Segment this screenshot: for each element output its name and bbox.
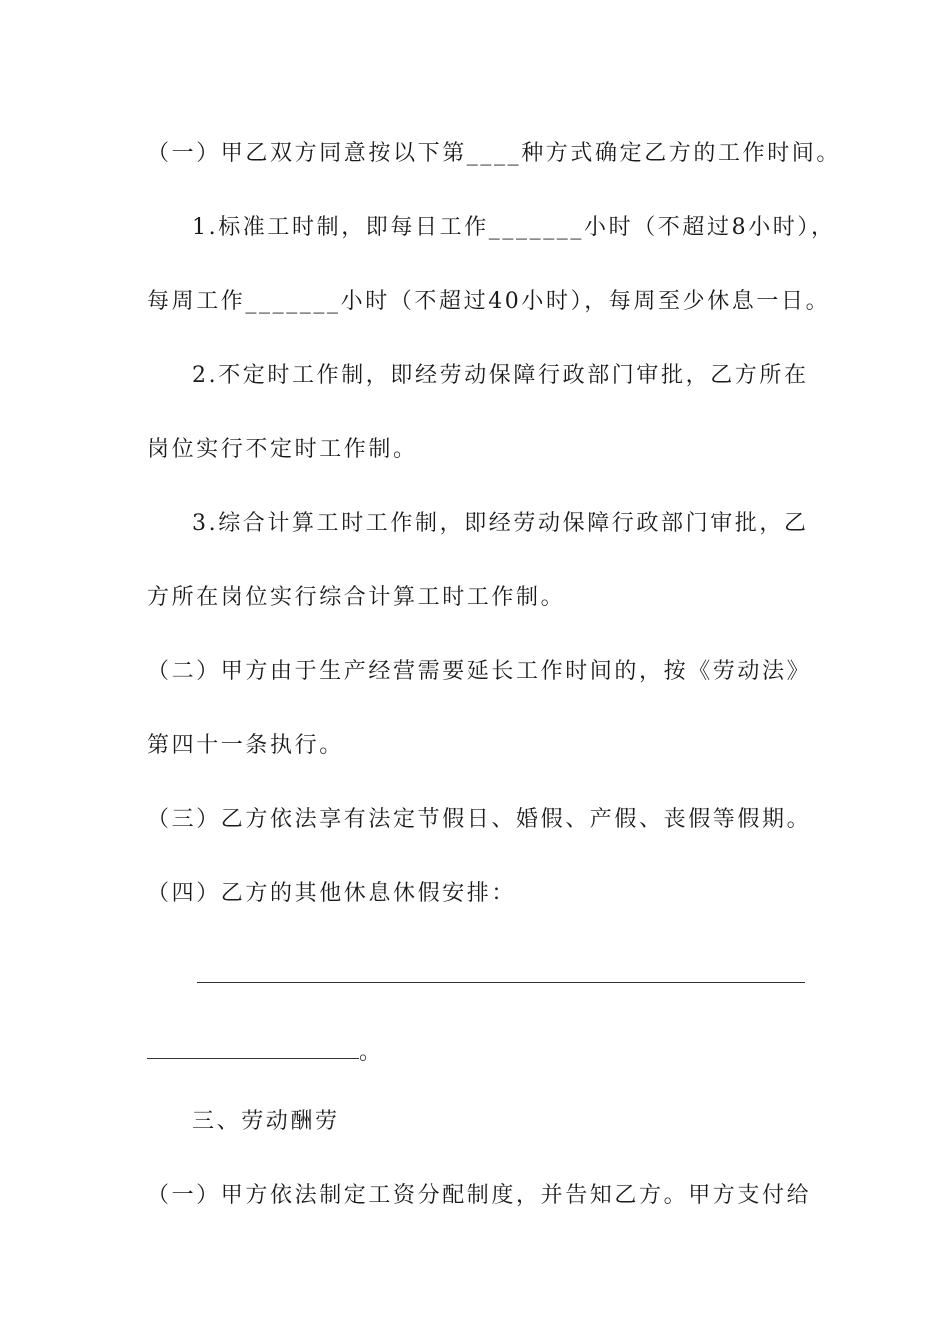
paragraph-line: （一）甲方依法制定工资分配制度，并告知乙方。甲方支付给: [147, 1183, 812, 1208]
paragraph-line: 岗位实行不定时工作制。: [147, 437, 418, 462]
paragraph-line: （三）乙方依法享有法定节假日、婚假、产假、丧假等假期。: [147, 807, 812, 832]
paragraph-line: 第四十一条执行。: [147, 733, 344, 758]
paragraph-line: （一）甲乙双方同意按以下第____种方式确定乙方的工作时间。: [147, 141, 842, 166]
paragraph-line: 每周工作_______小时（不超过40小时），每周至少休息一日。: [147, 289, 831, 314]
fill-in-blank-underline: [147, 1038, 359, 1059]
paragraph-line: 3.综合计算工时工作制，即经劳动保障行政部门审批，乙: [192, 511, 809, 536]
fill-in-blank-line: [197, 982, 805, 983]
paragraph-line: 方所在岗位实行综合计算工时工作制。: [147, 585, 566, 610]
section-heading: 三、劳动酬劳: [192, 1109, 340, 1134]
fill-in-blank-line-end: [147, 1038, 381, 1068]
paragraph-line: （二）甲方由于生产经营需要延长工作时间的，按《劳动法》: [147, 659, 812, 684]
paragraph-line: 2.不定时工作制，即经劳动保障行政部门审批，乙方所在: [192, 363, 809, 388]
paragraph-line: 1.标准工时制，即每日工作_______小时（不超过8小时），: [192, 215, 836, 240]
paragraph-line: （四）乙方的其他休息休假安排：: [147, 881, 517, 906]
blank-terminator: 。: [359, 1040, 382, 1065]
